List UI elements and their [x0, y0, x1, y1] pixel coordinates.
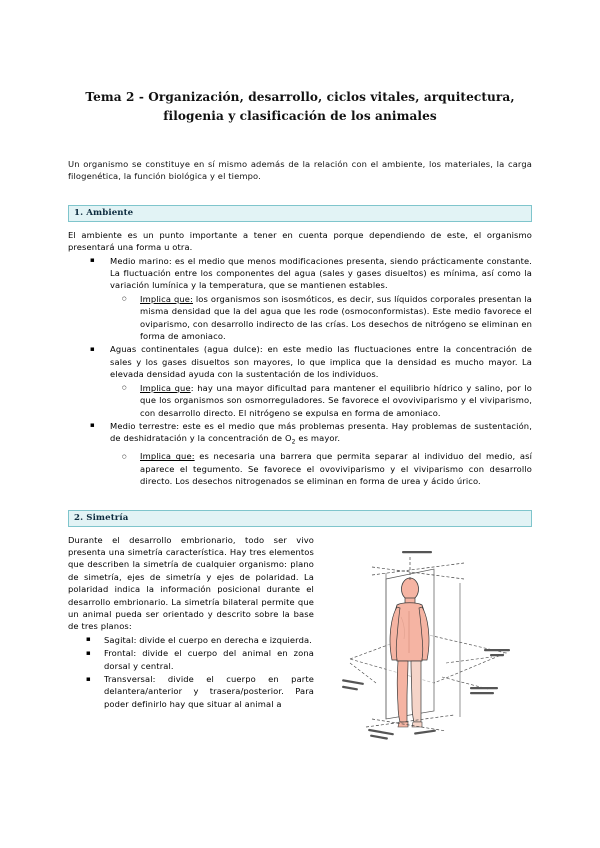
implica-que-label: Implica que: — [140, 451, 195, 462]
list-item — [110, 450, 532, 487]
section-heading-ambiente: 1. Ambiente — [68, 205, 532, 222]
list-item — [68, 255, 532, 343]
bottom-guide-1 — [366, 715, 454, 727]
leader-left-1 — [350, 663, 376, 683]
implica-que-label: Implica que — [140, 382, 191, 393]
implica-que-label: Implica que: — [140, 293, 193, 304]
anatomical-planes-svg — [342, 541, 514, 741]
intro-paragraph: Un organismo se constituye en sí mismo además de la relación con el ambiente, los materiales, la carga filogenética, la función biológica y el tiempo. — [68, 159, 532, 182]
bullet-text: Medio marino: es el medio que menos modificaciones presenta, siendo prácticamente constante. La fluctuación entre los componentes del agua (sales y gases disueltos) es mínima, así como la variación lumínica y la temperatura, que se mantienen estables. — [110, 255, 532, 291]
sub-bullet-text: los organismos son isosmóticos, es decir, sus líquidos corporales presentan la misma densidad que la del agua que les rode (osmoconformistas). Este medio favorece el oviparismo, con desarrollo indirecto de las crías. Los desechos de nitrógeno se eliminan en forma de amoniaco. — [140, 293, 532, 342]
page-title: Tema 2 - Organización, desarrollo, ciclos vitales, arquitectura, filogenia y clasificación de los animales — [85, 90, 515, 123]
section-heading-simetria: 2. Simetría — [68, 510, 532, 527]
sub-bullet-text: : hay una mayor dificultad para mantener el equilibrio hídrico y salino, por lo que los organismos son osmorreguladores. Se favorece el ovoviviparismo y el viviparismo, con desarrollo directo. El nitrógeno se expulsa en forma de amoniaco. — [140, 382, 532, 418]
list-item — [110, 382, 532, 419]
list-item — [110, 293, 532, 343]
sub-bullet-list — [110, 382, 532, 419]
section-intro-ambiente: El ambiente es un punto importante a tener en cuenta porque dependiendo de este, el organismo presentará una forma u otra. — [68, 229, 532, 253]
bullet-text: Frontal: divide el cuerpo del animal en zona dorsal y central. — [104, 648, 314, 671]
section-ambiente — [68, 205, 532, 488]
bullet-text: Sagital: divide el cuerpo en derecha e izquierda. — [104, 634, 313, 645]
list-item — [68, 634, 314, 646]
sub-bullet-list — [110, 450, 532, 487]
bullet-text: Transversal: divide el cuerpo en parte delantera/anterior y trasera/posterior. Para poder definirlo hay que situar al animal a — [104, 674, 314, 709]
list-item — [68, 343, 532, 418]
bullet-text: Aguas continentales (agua dulce): en este medio las fluctuaciones entre la concentración de sales y los gases disueltos son mayores, lo que implica que la densidad es mucho mayor. La elevada densidad ayuda con la sustentación de los individuos. — [110, 344, 532, 380]
list-item — [68, 647, 314, 672]
sub-bullet-text: es necesaria una barrera que permita separar al individuo del medio, así aparece el tegumento. Se favorece el ovoviviparismo y el viviparismo con desarrollo directo. Los desechos nitrogenados se eliminan en forma de urea y ácido úrico. — [140, 451, 533, 487]
bullet-list-ambiente — [68, 255, 532, 488]
list-item — [68, 420, 532, 488]
simetria-figure-column — [314, 527, 532, 741]
list-item — [68, 673, 314, 710]
anatomical-planes-diagram — [342, 541, 514, 741]
bullet-text: Medio terrestre: este es el medio que más problemas presenta. Hay problemas de sustentación, de deshidratación y la concentración de $O_2$ es mayor. — [110, 420, 532, 446]
sub-bullet-list — [110, 293, 532, 343]
section-simetria — [68, 510, 532, 741]
simetria-text-column — [68, 527, 314, 711]
section-intro-simetria: Durante el desarrollo embrionario, todo ser vivo presenta una simetría característica. Hay tres elementos que describen la simetría de cualquier organismo: plano de simetría, ejes de simetría y ejes de polaridad. La polaridad indica la información posicional durante el desarrollo embrionario. La simetría bilateral permite que un animal pueda ser orientado y descrito sobre la base de tres planos: — [68, 534, 314, 632]
bullet-list-simetria — [68, 634, 314, 710]
